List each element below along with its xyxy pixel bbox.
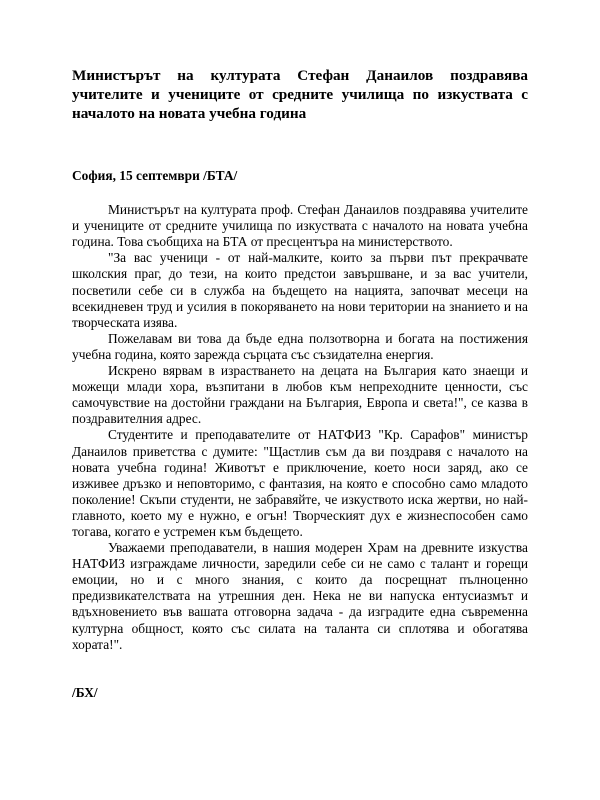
dateline: София, 15 септември /БТА/ bbox=[72, 168, 238, 183]
paragraph: Студентите и преподавателите от НАТФИЗ "Кр. Сарафов" министър Данаилов приветства с думите: "Щастлив съм да ви поздравя с началото на новата учебна година! Животът е приключение, което носи заряд, ако се изживее дръзко и неповторимо, с фантазия, на която е способно само младото поколение! Скъпи студенти, не забравяйте, че изкуството иска жертви, но най-главното, което му е нужно, е огън! Творческият дух е жизнеспособен само тогава, когато е устремен към бъдещето. bbox=[72, 427, 528, 539]
paragraph: Министърът на културата проф. Стефан Данаилов поздравява учителите и учениците от средните училища по изкуствата с началото на новата учебна година. Това съобщиха на БТА от пресцентъра на министерството. bbox=[72, 202, 528, 250]
paragraph: Искрено вярвам в израстването на децата на България като знаещи и можещи млади хора, възпитани в любов към непреходните ценности, със самочувствие на достойни граждани на България, Европа и света!", се казва в поздравителния адрес. bbox=[72, 363, 528, 427]
paragraph: Пожелавам ви това да бъде една ползотворна и богата на постижения учебна година, която зарежда сърцата със съзидателна енергия. bbox=[72, 330, 528, 362]
paragraph: Уважаеми преподаватели, в нашия модерен Храм на древните изкуства НАТФИЗ изграждаме личности, заредили себе си не само с талант и горещи емоции, но и с много знания, с които да посрещнат пълноценно предизвикателствата на утрешния ден. Нека не ви напуска ентусиазмът и вдъхновението във вашата отговорна задача - да изградите една съвременна културна общност, която със силата на таланта си сплотява и обогатява хората!". bbox=[72, 540, 528, 652]
article-body bbox=[72, 202, 528, 653]
signoff: /БХ/ bbox=[72, 684, 98, 700]
document-page bbox=[72, 66, 528, 701]
article-title: Министърът на културата Стефан Данаилов поздравява учителите и учениците от средните училища по изкуствата с началото на новата учебна година bbox=[72, 67, 528, 122]
paragraph: "За вас ученици - от най-малките, които за първи път прекрачвате школския праг, до тези, на които предстои завършване, и за вас учители, посветили себе си в служба на бъдещето на нацията, започват месеци на всекидневен труд и усилия в покоряването на нови територии на знанието и на творческата изява. bbox=[72, 250, 528, 330]
